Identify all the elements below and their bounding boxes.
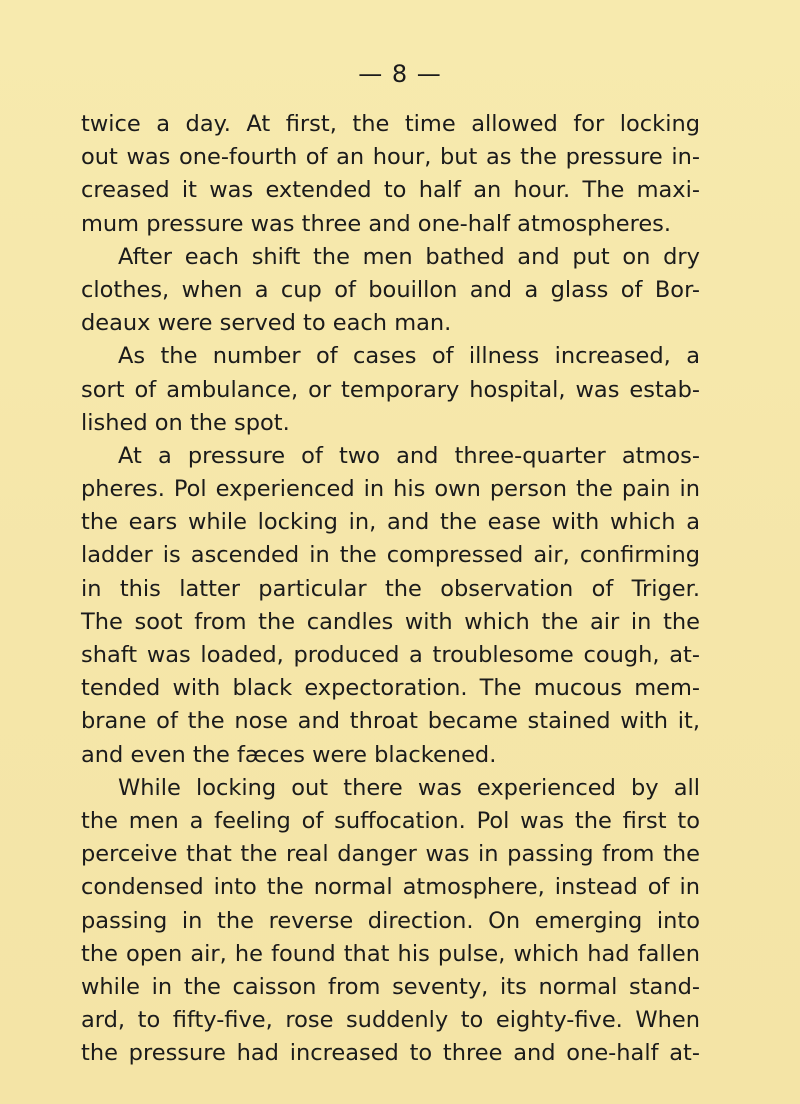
text-line: the men a feeling of suffocation. Pol was the first to: [81, 807, 700, 834]
text-line: tended with black expectoration. The mucous mem-: [81, 675, 700, 702]
text-line: while in the caisson from seventy, its normal stand-: [81, 973, 700, 1000]
text-line: and even the fæces were blackened.: [81, 741, 497, 768]
text-line: in this latter particular the observation of Triger.: [81, 575, 700, 602]
text-line: The soot from the candles with which the air in the: [81, 608, 700, 635]
text-line: sort of ambulance, or temporary hospital, was estab-: [81, 376, 700, 403]
text-line: the ears while locking in, and the ease with which a: [81, 509, 700, 536]
text-line: clothes, when a cup of bouillon and a glass of Bor-: [81, 276, 700, 303]
text-line: lished on the spot.: [81, 409, 290, 436]
text-line: ladder is ascended in the compressed air, confirming: [81, 542, 700, 569]
text-line: shaft was loaded, produced a troublesome cough, at-: [81, 642, 700, 668]
text-line: condensed into the normal atmosphere, instead of in: [81, 874, 700, 901]
text-line: ard, to fifty-five, rose suddenly to eighty-five. When: [81, 1007, 700, 1034]
text-line: the pressure had increased to three and one-half at-: [81, 1040, 700, 1067]
page-number: — 8 —: [358, 60, 442, 88]
text-line: pheres. Pol experienced in his own person the pain in: [81, 476, 700, 503]
text-line: As the number of cases of illness increased, a: [118, 343, 700, 370]
text-line: At a pressure of two and three-quarter atmos-: [118, 442, 700, 469]
text-line: After each shift the men bathed and put on dry: [118, 243, 700, 270]
text-line: creased it was extended to half an hour. The maxi-: [81, 177, 700, 204]
text-line: deaux were served to each man.: [81, 310, 452, 337]
text-line: brane of the nose and throat became stained with it,: [81, 708, 700, 735]
body-text: [81, 108, 700, 1070]
text-line: perceive that the real danger was in passing from the: [81, 841, 700, 868]
text-line: out was one-fourth of an hour, but as the pressure in-: [81, 144, 700, 171]
text-line: mum pressure was three and one-half atmospheres.: [81, 210, 672, 237]
text-line: the open air, he found that his pulse, which had fallen: [81, 940, 700, 967]
text-line: passing in the reverse direction. On emerging into: [81, 907, 700, 934]
text-line: twice a day. At first, the time allowed for locking: [81, 111, 700, 137]
text-line: While locking out there was experienced by all: [118, 774, 700, 801]
